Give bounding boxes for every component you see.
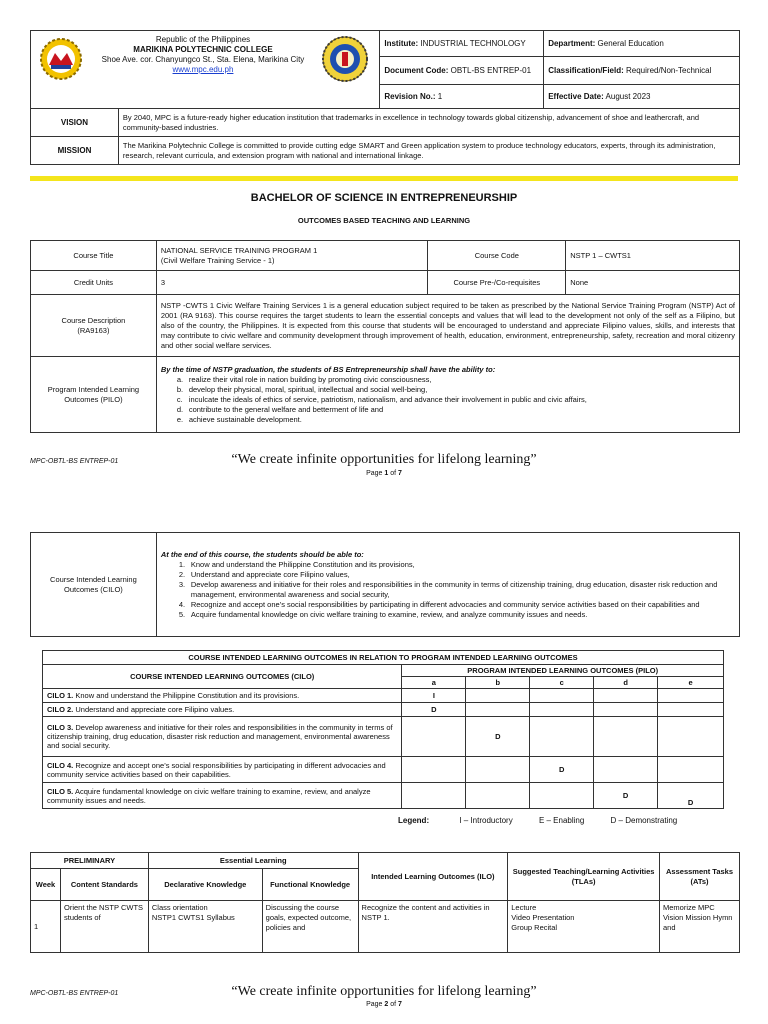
matrix-value-d: D xyxy=(594,783,658,809)
cilo-content xyxy=(156,533,739,637)
pilo-letter: c. xyxy=(176,394,183,404)
matrix-cilo-cell xyxy=(43,717,402,757)
cilo-item xyxy=(179,610,735,620)
college-name: MARIKINA POLYTECHNIC COLLEGE xyxy=(133,45,273,54)
pilo-item xyxy=(177,375,735,385)
matrix-value-e xyxy=(658,689,724,703)
vision-text: By 2040, MPC is a future-ready higher education institution that trademarks in excellence in technology towards global citizenship, advancement of shoe and leathercraft, and community-based industries. xyxy=(118,109,739,137)
pilo-letter: b. xyxy=(176,384,184,394)
cilo-text: Understand and appreciate core Filipino values, xyxy=(190,569,350,579)
cilo-text: Know and understand the Philippine Constitution and its provisions, xyxy=(190,559,415,569)
matrix-value-d xyxy=(594,689,658,703)
matrix-value-a xyxy=(402,783,466,809)
matrix-cilo-text: Acquire fundamental knowledge on civic welfare training to examine, review, and analyze community issues and needs. xyxy=(47,786,371,805)
footer-motto-2: “We create infinite opportunities for lifelong learning” xyxy=(231,984,537,999)
page-number-2: Page 2 of 7 xyxy=(366,1001,402,1008)
matrix-value-b xyxy=(466,757,530,783)
pilo-intro: By the time of NSTP graduation, the students of BS Entrepreneurship shall have the ability to: xyxy=(160,364,496,374)
matrix-cilo-text: Recognize and accept one’s social responsibilities by participating in different advocacies and community service activities based on their capabilities. xyxy=(47,760,386,779)
pilo-text: develop their physical, moral, spiritual, intellectual and social well-being, xyxy=(188,384,428,394)
prereq-label: Course Pre-/Co-requisites xyxy=(428,271,566,295)
footer-code-1: MPC-OBTL-BS ENTREP-01 xyxy=(30,458,119,465)
footer-motto-1: “We create infinite opportunities for lifelong learning” xyxy=(231,452,537,467)
course-description-text: NSTP -CWTS 1 Civic Welfare Training Services 1 is a general education subject required to be taken as prescribed by the National Service Training Program (NSTP) Act of 2001 (RA 9163). This course requires the target students to learn the essential concepts and values that will lead to the development not only of the self as a Filipino, but also of the country, the Philippines. It is expected from this course that students will be encouraged to understand and appreciate Filipino values, skills, and interests that may contribute to civic welfare and community development through improvement of health, education, environment, entrepreneurship, safety, recreation and moral citizenry and other social welfare services. xyxy=(156,295,739,357)
pilo-item xyxy=(177,415,735,425)
matrix-value-d xyxy=(594,703,658,717)
content-standards-header: Content Standards xyxy=(60,869,148,901)
department-cell: Department: General Education xyxy=(544,31,740,57)
cilo-list xyxy=(161,560,735,620)
matrix-value-b xyxy=(466,689,530,703)
matrix-pilo-header: PROGRAM INTENDED LEARNING OUTCOMES (PILO) xyxy=(402,665,724,677)
ilo-header: Intended Learning Outcomes (ILO) xyxy=(358,853,508,901)
cilo-number: 2. xyxy=(178,569,186,579)
cilo-number: 5. xyxy=(178,609,186,619)
preliminary-header: PRELIMINARY xyxy=(31,853,149,869)
cilo-number: 3. xyxy=(178,579,186,589)
credit-units-label: Credit Units xyxy=(31,271,157,295)
vision-label: VISION xyxy=(31,109,119,137)
matrix-value-b xyxy=(466,703,530,717)
cilo-table xyxy=(30,532,740,637)
matrix-cilo-label: CILO 4. xyxy=(47,760,74,770)
legend-label: Legend: xyxy=(398,816,430,825)
matrix-value-b: D xyxy=(466,717,530,757)
matrix-row xyxy=(43,689,724,703)
matrix-value-c: D xyxy=(530,757,594,783)
matrix-cilo-header: COURSE INTENDED LEARNING OUTCOMES (CILO) xyxy=(43,665,402,689)
pilo-item xyxy=(177,405,735,415)
cilo-text: Recognize and accept one’s social responsibilities by participating in different advocacies and community service activities based on their capabilities and xyxy=(190,599,700,609)
matrix-value-a: I xyxy=(402,689,466,703)
course-code-label: Course Code xyxy=(428,241,566,271)
cilo-item xyxy=(179,580,735,600)
cilo-number: 4. xyxy=(178,599,186,609)
essential-learning-header: Essential Learning xyxy=(148,853,358,869)
cilo-item xyxy=(179,560,735,570)
matrix-value-c xyxy=(530,783,594,809)
pilo-label: Program Intended Learning Outcomes (PILO) xyxy=(31,357,157,433)
college-address: Shoe Ave. cor. Chanyungco St., Sta. Elena, Marikina City xyxy=(101,55,305,64)
legend-enabling: E – Enabling xyxy=(538,816,585,825)
institute-cell: Institute: INDUSTRIAL TECHNOLOGY xyxy=(380,31,544,57)
program-title: BACHELOR OF SCIENCE IN ENTREPRENEURSHIP xyxy=(250,192,518,204)
pilo-letter: a. xyxy=(176,374,184,384)
pilo-column-b: b xyxy=(466,677,530,689)
cilo-intro: At the end of this course, the students should be able to: xyxy=(160,549,364,559)
ilo-cell: Recognize the content and activities in NSTP 1. xyxy=(358,901,508,953)
document-header xyxy=(30,30,740,109)
credit-units-value: 3 xyxy=(156,271,428,295)
college-website-link[interactable]: www.mpc.edu.ph xyxy=(172,65,234,74)
pilo-column-a: a xyxy=(402,677,466,689)
college-identity xyxy=(31,31,380,109)
matrix-value-c xyxy=(530,717,594,757)
matrix-legend xyxy=(398,816,677,825)
matrix-cilo-label: CILO 3. xyxy=(47,723,74,732)
republic-text: Republic of the Philippines xyxy=(155,35,251,44)
pilo-item xyxy=(177,395,735,405)
pilo-content xyxy=(156,357,739,433)
cilo-item xyxy=(179,570,735,580)
matrix-value-a: D xyxy=(402,703,466,717)
cilo-pilo-matrix xyxy=(42,650,724,809)
cilo-number: 1. xyxy=(178,559,186,569)
legend-demonstrating: D – Demonstrating xyxy=(610,816,678,825)
matrix-cilo-cell xyxy=(43,703,402,717)
matrix-cilo-label: CILO 1. xyxy=(47,691,74,700)
matrix-cilo-cell xyxy=(43,757,402,783)
week-cell: 1 xyxy=(31,901,61,953)
matrix-cilo-label: CILO 2. xyxy=(47,705,74,714)
course-code-value: NSTP 1 – CWTS1 xyxy=(566,241,740,271)
cilo-text: Acquire fundamental knowledge on civic welfare training to examine, review, and analyze community issues and needs. xyxy=(190,609,588,619)
cilo-text: Develop awareness and initiative for their roles and responsibilities in the community in terms of citizenship training, drug education, disaster risk reduction and management, environmental awareness and social security, xyxy=(190,579,718,599)
course-title-value: NATIONAL SERVICE TRAINING PROGRAM 1 (Civil Welfare Training Service - 1) xyxy=(156,241,428,271)
pilo-column-c: c xyxy=(530,677,594,689)
matrix-value-e xyxy=(658,717,724,757)
pilo-text: inculcate the ideals of ethics of service, patriotism, nationalism, and advance their involvement in public and civic affairs, xyxy=(188,394,587,404)
matrix-row xyxy=(43,757,724,783)
course-description-label: Course Description (RA9163) xyxy=(31,295,157,357)
pilo-column-d: d xyxy=(594,677,658,689)
page-number-1: Page 1 of 7 xyxy=(366,470,402,477)
matrix-value-d xyxy=(594,717,658,757)
pilo-text: realize their vital role in nation building by promoting civic consciousness, xyxy=(188,374,432,384)
classification-cell: Classification/Field: Required/Non-Technical xyxy=(544,57,740,85)
effective-date-cell: Effective Date: August 2023 xyxy=(544,85,740,109)
institute-seal-icon xyxy=(321,35,369,83)
tla-cell: Lecture Video Presentation Group Recital xyxy=(508,901,660,953)
matrix-value-e: D xyxy=(658,783,724,809)
course-title-label: Course Title xyxy=(31,241,157,271)
at-cell: Memorize MPC Vision Mission Hymn and xyxy=(660,901,740,953)
cilo-item xyxy=(179,600,735,610)
week-header: Week xyxy=(31,869,61,901)
matrix-row xyxy=(43,717,724,757)
matrix-value-e xyxy=(658,703,724,717)
matrix-value-a xyxy=(402,717,466,757)
matrix-title: COURSE INTENDED LEARNING OUTCOMES IN RELATION TO PROGRAM INTENDED LEARNING OUTCOMES xyxy=(43,651,724,665)
declarative-header: Declarative Knowledge xyxy=(148,869,262,901)
mission-text: The Marikina Polytechnic College is committed to provide cutting edge SMART and Green application system to produce technology educators, experts, through its administration, research, relevant curricula, and extension program with national and international linkage. xyxy=(118,137,739,165)
course-info-table xyxy=(30,240,740,433)
declarative-cell: Class orientation NSTP1 CWTS1 Syllabus xyxy=(148,901,262,953)
pilo-letter: e. xyxy=(176,414,184,424)
matrix-row xyxy=(43,703,724,717)
functional-header: Functional Knowledge xyxy=(262,869,358,901)
program-subtitle: OUTCOMES BASED TEACHING AND LEARNING xyxy=(297,216,471,225)
vision-mission-table xyxy=(30,108,740,165)
pilo-list xyxy=(161,375,735,425)
pilo-column-e: e xyxy=(658,677,724,689)
pilo-letter: d. xyxy=(176,404,184,414)
pilo-item xyxy=(177,385,735,395)
pilo-text: achieve sustainable development. xyxy=(188,414,302,424)
learning-plan-table xyxy=(30,852,740,953)
matrix-value-d xyxy=(594,757,658,783)
cilo-label: Course Intended Learning Outcomes (CILO) xyxy=(31,533,157,637)
matrix-row xyxy=(43,783,724,809)
matrix-value-c xyxy=(530,703,594,717)
tla-header: Suggested Teaching/Learning Activities (TLAs) xyxy=(508,853,660,901)
doc-code-cell: Document Code: OBTL-BS ENTREP-01 xyxy=(380,57,544,85)
matrix-value-a xyxy=(402,757,466,783)
matrix-cilo-cell xyxy=(43,783,402,809)
college-text xyxy=(83,35,323,75)
matrix-body xyxy=(43,689,724,809)
functional-cell: Discussing the course goals, expected outcome, policies and xyxy=(262,901,358,953)
matrix-cilo-cell xyxy=(43,689,402,703)
matrix-cilo-label: CILO 5. xyxy=(47,786,74,796)
footer-code-2: MPC-OBTL-BS ENTREP-01 xyxy=(30,990,119,997)
matrix-cilo-text: Develop awareness and initiative for their roles and responsibilities in the community in terms of citizenship training, drug education, disaster risk reduction and management, environmental awareness and social security. xyxy=(47,723,393,750)
matrix-value-e xyxy=(658,757,724,783)
mpc-seal-icon xyxy=(39,37,83,81)
matrix-cilo-text: Understand and appreciate core Filipino values. xyxy=(75,705,235,714)
pilo-text: contribute to the general welfare and betterment of life and xyxy=(188,404,384,414)
prereq-value: None xyxy=(566,271,740,295)
matrix-value-b xyxy=(466,783,530,809)
matrix-value-c xyxy=(530,689,594,703)
revision-cell: Revision No.: 1 xyxy=(380,85,544,109)
legend-introductory: I – Introductory xyxy=(459,816,513,825)
mission-label: MISSION xyxy=(31,137,119,165)
at-header: Assessment Tasks (ATs) xyxy=(660,853,740,901)
learning-row xyxy=(31,901,740,953)
matrix-cilo-text: Know and understand the Philippine Constitution and its provisions. xyxy=(75,691,300,700)
content-standards-cell: Orient the NSTP CWTS students of xyxy=(60,901,148,953)
yellow-divider xyxy=(30,176,738,181)
